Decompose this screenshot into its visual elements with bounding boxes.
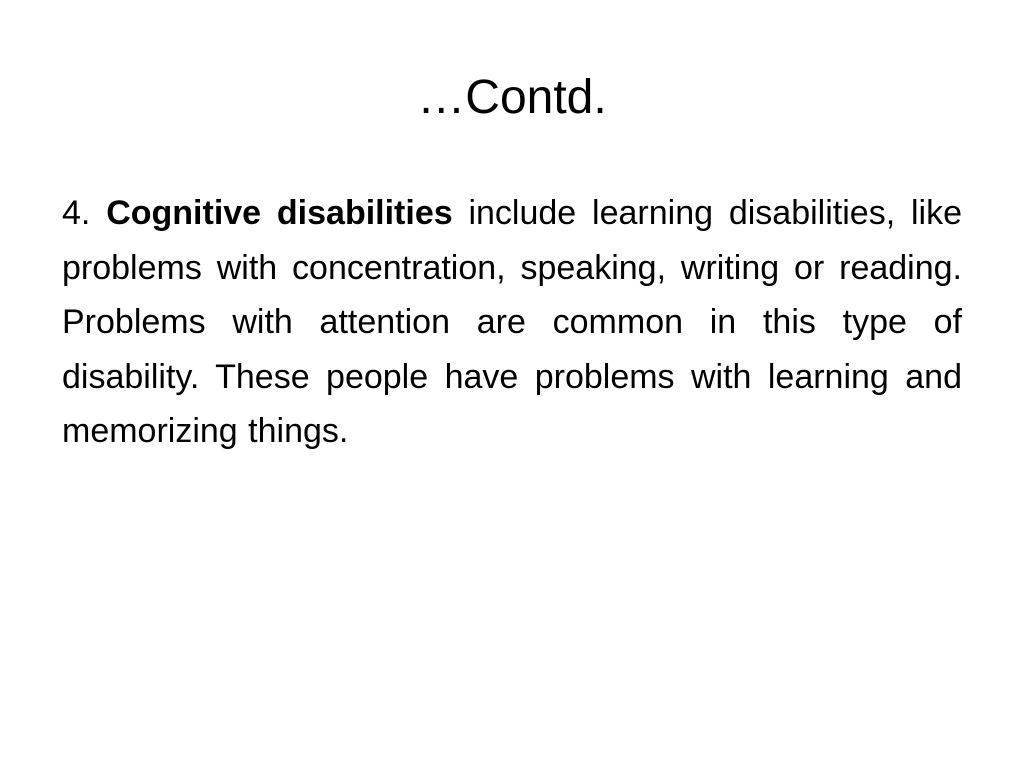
item-number: 4.: [62, 194, 91, 232]
slide-title: …Contd.: [417, 71, 607, 124]
term-description: include learning disabilities, like problems with concentration, speaking, writing or reading. Problems with attention are common in this type of disability. These people have problems with learning and memorizing things.: [62, 194, 962, 450]
slide-body-paragraph: [62, 186, 962, 459]
term-heading: Cognitive disabilities: [106, 194, 453, 232]
